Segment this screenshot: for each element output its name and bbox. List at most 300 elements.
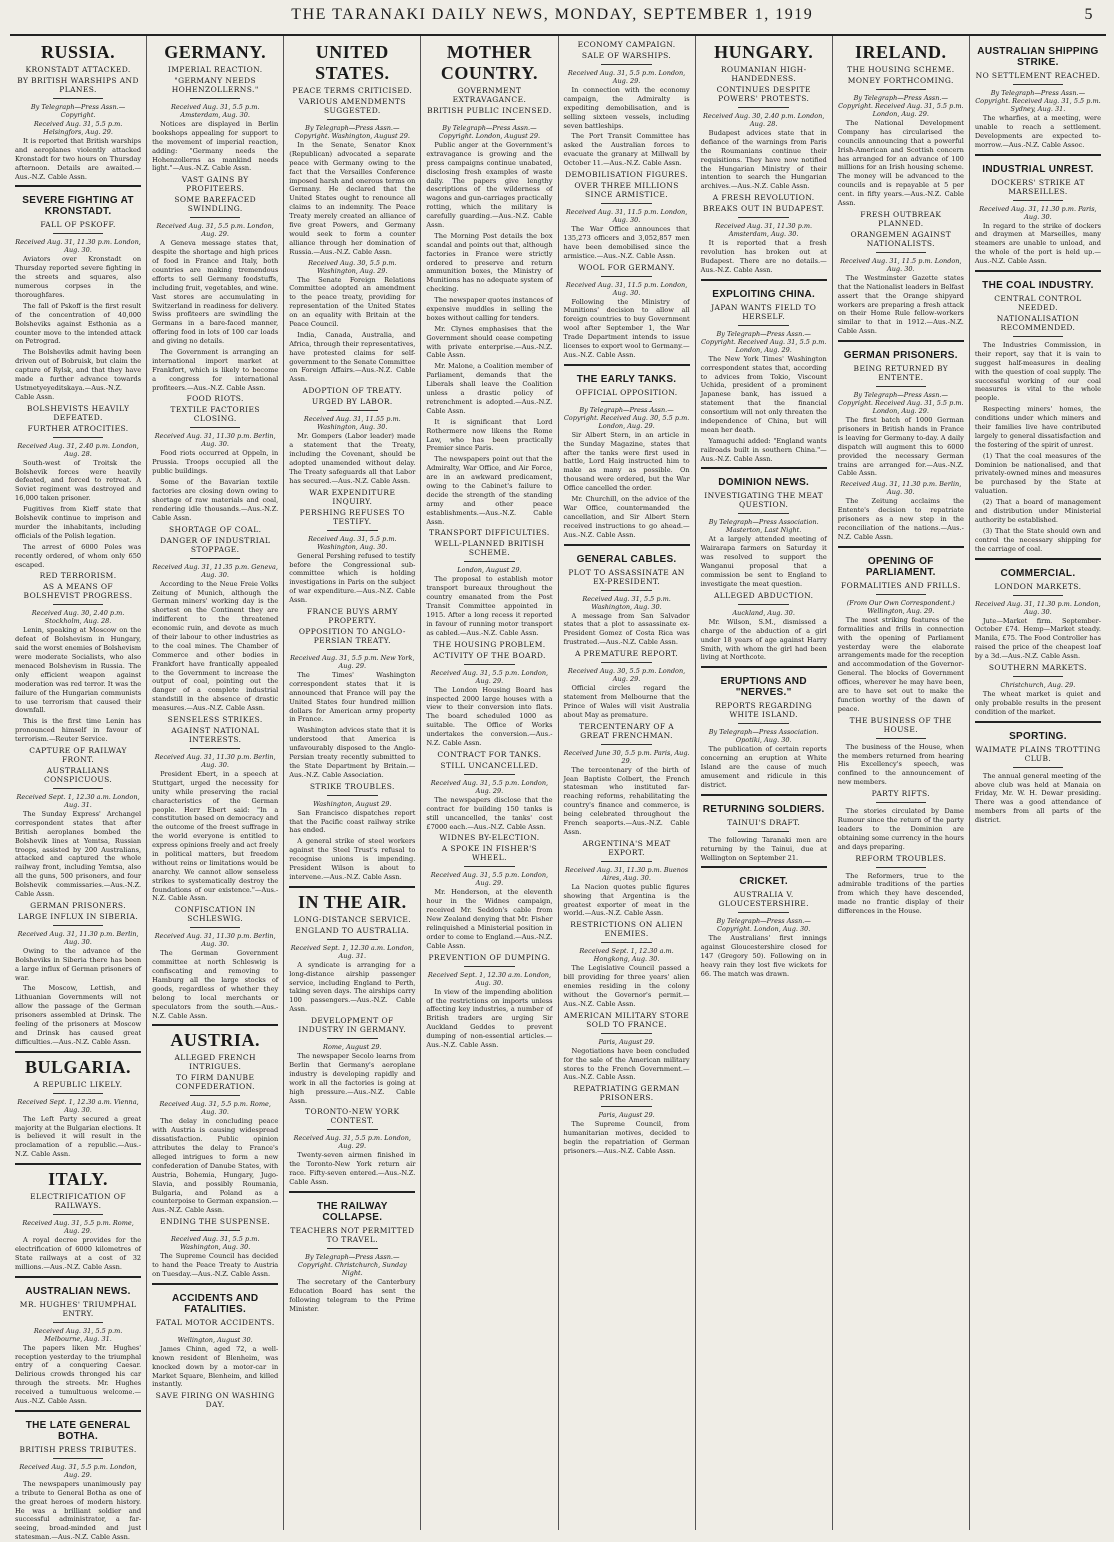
article-headline: THE RAILWAY COLLAPSE. — [316, 1201, 388, 1224]
short-rule — [738, 604, 788, 605]
dateline: Wellington, August 30. — [177, 1335, 253, 1344]
short-rule — [738, 912, 788, 913]
short-rule — [190, 1331, 240, 1332]
short-rule — [601, 861, 651, 862]
short-rule — [738, 217, 788, 218]
dateline: (From Our Own Correspondent.) Wellington, Aug. 29. — [846, 598, 955, 615]
article-paragraph: The delay in concluding peace with Austria is causing widespread dissatisfaction. Public opinion attributes the delay to France's alleged intrigues to form a new confederation of Danube States, with Austria, Bohemia, Hungary, Jugo-Slavia, and possibly Roumania, Bulgaria, and Poland as a counterpoise to German expansion.—Aus.-N.Z. Cable Assn. — [152, 1117, 279, 1215]
dateline: Auckland, Aug. 30. — [732, 608, 795, 617]
subheading: A PREMATURE REPORT. — [574, 649, 679, 659]
short-rule — [601, 203, 651, 204]
subheading: ELECTRIFICATION OF RAILWAYS. — [30, 1192, 126, 1211]
subheading: FRANCE BUYS ARMY PROPERTY. — [306, 606, 398, 625]
article-paragraph: A message from San Salvador states that a plot to assassinate ex-President Gomez of Costa Rica was frustrated.—Aus.-N.Z. Cable Assn. — [563, 611, 690, 647]
section-divider — [564, 544, 690, 546]
subheading: WELL-PLANNED BRITISH SCHEME. — [434, 539, 545, 558]
section-heading: HUNGARY. — [714, 42, 814, 62]
section-heading: GERMANY. — [164, 42, 267, 62]
short-rule — [327, 795, 377, 796]
article-paragraph: It is reported that a fresh revolution has broken out at Budapest. There are no details.—Aus.-N.Z. Cable Assn. — [700, 239, 827, 274]
short-rule — [190, 1230, 240, 1231]
dateline: By Telegraph—Press Assn.—Copyright. London, Aug. 30. — [716, 917, 811, 934]
dateline: Received Aug. 31, 5.5 p.m. London, Aug. 29. — [430, 668, 549, 685]
short-rule — [53, 1458, 103, 1459]
short-rule — [327, 649, 377, 650]
subheading: PEACE TERMS CRITICISED. — [292, 86, 413, 95]
dateline: Received Aug. 31, 11.30 p.m. Amsterdam, Aug. 30. — [715, 222, 813, 239]
short-rule — [190, 558, 240, 559]
short-rule — [190, 748, 240, 749]
article-paragraph: Public anger at the Government's extravagance is growing and the press campaigns continue unabated, disclosing fresh examples of waste daily. The papers give lengthy descriptions of the wilderness of wagons and gun-carriages practically rotting, which the military is carefully guarding.—Aus.-N.Z. Cable Assn. — [426, 141, 553, 230]
article-paragraph: Mr. Clynes emphasises that the Government should cease competing with private enterprise.—Aus.-N.Z. Cable Assn. — [426, 324, 553, 360]
dateline: By Telegraph—Press Assn.—Copyright. London, August 29. — [438, 124, 541, 140]
short-rule — [53, 233, 103, 234]
short-rule — [327, 939, 377, 940]
column-2 — [147, 36, 284, 1530]
short-rule — [876, 738, 926, 739]
short-rule — [738, 831, 788, 832]
section-divider — [564, 364, 690, 366]
short-rule — [464, 664, 514, 665]
article-paragraph: Yamaguchi added: "England wants railroads built in southern China."—Aus.-N.Z. Cable Assn. — [700, 436, 827, 463]
subheading: FRESH OUTBREAK PLANNED. — [860, 209, 942, 228]
article-headline: COMMERCIAL. — [1000, 567, 1076, 579]
article-paragraph: The Supreme Council has decided to hand the Peace Treaty to Austria on Tuesday.—Aus.-N.Z. Cable Assn. — [152, 1252, 279, 1279]
article-paragraph: The newspapers point out that the Admiralty, War Office, and Air Force, are in an awkward predicament, owing to the Cabinet's failure to decide the strength of the standing army and other peace establishments.—Aus.-N.Z. Cable Assn. — [426, 455, 553, 526]
article-paragraph: A royal decree provides for the electrification of 6000 kilometres of State railways at a cost of 32 millions.—Aus.-N.Z. Cable Assn. — [15, 1236, 142, 1271]
subheading: GOVERNMENT EXTRAVAGANCE. — [452, 86, 527, 104]
article-paragraph: (2) That a board of management and distribution under Ministerial authority be established. — [974, 498, 1101, 524]
dateline: Received Aug. 31, 11.30 p.m. Buenos Aires, Aug. 30. — [565, 865, 689, 882]
subheading: AGAINST NATIONAL INTERESTS. — [171, 725, 260, 744]
article-paragraph: San Francisco dispatches report that the Pacific coast railway strike has ended. — [289, 808, 416, 835]
article-paragraph: The Westminster Gazette states that the Nationalist leaders in Belfast assert that the Orange shipyard workers are preparing a fresh attack on their Home Rule fellow-workers similar to that in 1912.—Aus.-N.Z. Cable Assn. — [837, 273, 964, 336]
article-paragraph: Sir Albert Stern, in an article in the Sunday Magazine, states that after the tanks were first used in battle, Lord Haig instructed him to make as many as possible. On thousand were ordered, but the War Office cancelled the order. — [563, 430, 690, 493]
article-paragraph: The fall of Pskoff is the first result of the concentration of 40,000 Bolsheviks against Esthonia as a counter move to the intended attack on Petrograd. — [15, 301, 142, 346]
dateline: Received Aug. 31, 5.5 p.m. Melbourne, Aug. 31. — [33, 1326, 123, 1343]
short-rule — [53, 1214, 103, 1215]
subheading: OVER THREE MILLIONS SINCE ARMISTICE. — [574, 181, 679, 200]
subheading: TEXTILE FACTORIES CLOSING. — [170, 405, 260, 424]
article-headline: DOMINION NEWS. — [718, 477, 810, 489]
article-paragraph: The Sunday Express' Archangel correspondent states that after British aeroplanes bombed the Bolshevik lines at Yemtsa, Russian troops, assisted by 200 Australians, attacked and captured the whole railway front, including Yemtsa, also all the guns, 500 prisoners, and four Bolshevik commissaries.—Aus.-N.Z. Cable Assn. — [15, 809, 142, 898]
short-rule — [738, 107, 788, 108]
short-rule — [1013, 336, 1063, 337]
column-3 — [284, 36, 421, 1530]
article-paragraph: The Industries Commission, in their report, say that it is vain to suggest half-measures in dealing with the question of coal supply. The successful working of our coal measures is vital to the whole people. — [974, 341, 1101, 403]
dateline: Received Aug. 31, 5.5 p.m. London, Aug. 29. — [567, 69, 686, 85]
article-paragraph: Respecting miners' homes, the conditions under which miners and their families live have contributed largely to general dissatisfaction and the fostering of the spirit of unrest. — [974, 405, 1101, 449]
dateline: Received Aug. 31, 2.40 p.m. London, Aug. 28. — [17, 441, 139, 458]
dateline: Received Aug. 31, 11.30 p.m. Berlin, Aug. 30. — [17, 929, 139, 946]
subheading: FORMALITIES AND FRILLS. — [841, 580, 961, 590]
subheading: A FRESH REVOLUTION. — [712, 193, 815, 203]
section-divider — [838, 546, 964, 548]
short-rule — [53, 437, 103, 438]
subheading: DEVELOPMENT OF INDUSTRY IN GERMANY. — [298, 1016, 407, 1035]
subheading: "GERMANY NEEDS HOHENZOLLERNS." — [171, 76, 259, 94]
column-7 — [833, 36, 970, 1530]
section-divider — [15, 185, 141, 187]
column-6 — [696, 36, 833, 1530]
dateline: Received Aug. 30, 5.5 p.m. Washington, Aug. 29. — [308, 258, 397, 275]
short-rule — [327, 530, 377, 531]
article-paragraph: Mr. Henderson, at the eleventh hour in the Widnes campaign, received Mr. Seddon's cable from New Zealand denying that Mr. Fisher relinquished a Ministerial position in order to come to England.—Aus.-N.Z. Cable Assn. — [426, 888, 553, 950]
section-heading: AUSTRIA. — [170, 1030, 260, 1051]
article-paragraph: The annual general meeting of the above club was held at Manaia on Friday, Mr. W. H. Dewar presiding. There was a good attendance of members from all parts of the district. — [974, 771, 1101, 825]
subheading: BY BRITISH WARSHIPS AND PLANES. — [17, 76, 139, 94]
article-paragraph: (3) That the State should own and control the necessary shipping for the carriage of coal. — [974, 526, 1101, 553]
subheading: CONTINUES DESPITE POWERS' PROTESTS. — [716, 85, 811, 103]
subheading: ALLEGED ABDUCTION. — [713, 590, 814, 600]
article-paragraph: The Left Party secured a great majority at the Bulgarian elections. It is believed it will result in the proclamation of a republic.—Aus.-N.Z. Cable Assn. — [15, 1114, 142, 1159]
subheading: MR. HUGHES' TRIUMPHAL ENTRY. — [19, 1299, 137, 1318]
dateline: Received Sept. 1, 12.30 a.m. Vienna, Aug. 30. — [17, 1097, 139, 1114]
dateline: Received Aug. 31, 11.30 p.m. Berlin, Aug. 30. — [154, 432, 276, 449]
section-divider — [975, 721, 1101, 723]
short-rule — [601, 401, 651, 402]
article-paragraph: It is reported that British warships and aeroplanes violently attacked Kronstadt for two hours on Thursday afternoon. Details are awaited.—Aus.-N.Z. Cable Assn. — [15, 137, 142, 181]
article-headline: EXPLOITING CHINA. — [712, 288, 816, 300]
short-rule — [464, 774, 514, 775]
short-rule — [876, 252, 926, 253]
article-paragraph: The National Development Company has circularised the councils announcing that a powerful Irish-American and Scottish concern has arranged for an advance of 100 millions for an Irish housing scheme. The money will be advanced to the councils and is repayable at 5 per cent. in fifty years.—Aus.-N.Z. Cable Assn. — [837, 119, 964, 208]
subheading: STILL UNCANCELLED. — [440, 760, 539, 770]
section-divider — [152, 1283, 278, 1285]
subheading: INVESTIGATING THE MEAT QUESTION. — [704, 491, 824, 510]
dateline: Received Aug. 30, 2.40 p.m. Stockholm, Aug. 28. — [31, 609, 125, 626]
short-rule — [53, 925, 103, 926]
article-paragraph: Mr. Wilson, S.M., dismissed a charge of the abduction of a girl under 18 years of age against Harry Smith, with whom the girl had been living at Northcote. — [700, 617, 827, 662]
article-paragraph: In connection with the economy campaign, the Admiralty is expediting demobilisation, and is selling sixteen vessels, including seven battleships. — [563, 86, 690, 130]
article-paragraph: This is the first time Lenin has pronounced himself in favour of terrorism.—Reuter Service. — [15, 717, 142, 744]
subheading: TRANSPORT DIFFICULTIES. — [429, 528, 550, 538]
subheading: CENTRAL CONTROL NEEDED. — [994, 294, 1082, 313]
dateline: Received June 30, 5.5 p.m. Paris, Aug. 29. — [563, 748, 690, 765]
subheading: TO FIRM DANUBE CONFEDERATION. — [175, 1073, 255, 1092]
subheading: OFFICIAL OPPOSITION. — [575, 387, 678, 397]
dateline: By Telegraph—Press Assn.—Copyright. Received Aug. 31, 5.5 p.m. Sydney, Aug. 31. — [975, 89, 1101, 113]
subheading: FURTHER ATROCITIES. — [27, 423, 129, 433]
section-heading: ITALY. — [48, 1169, 108, 1190]
subheading: SOME BAREFACED SWINDLING. — [174, 195, 257, 214]
subheading: LONDON MARKETS. — [994, 581, 1082, 591]
dateline: Received Aug. 31, 11.30 p.m. Berlin, Aug. 30. — [154, 932, 276, 949]
subheading: A REPUBLIC LIKELY. — [33, 1079, 123, 1089]
short-rule — [738, 325, 788, 326]
article-paragraph: The New York Times' Washington correspondent states that, according to advices from Tokio, Viscount Uchida, president of a prominent Japanese bank, has issued a statement that the financial consortium will not only threaten the independence of China, but will mean her death. — [700, 354, 827, 434]
article-paragraph: The business of the House, when the members returned from hearing His Excellency's speech, was confined to the announcement of new members. — [837, 742, 964, 787]
short-rule — [327, 1248, 377, 1249]
subheading: OPPOSITION TO ANGLO-PERSIAN TREATY. — [298, 626, 406, 645]
article-paragraph: The newspapers disclose that the contract for building 150 tanks is still uncancelled, the tanks' cost £7000 each.—Aus.-N.Z. Cable Assn. — [426, 795, 553, 831]
short-rule — [190, 98, 240, 99]
article-paragraph: The secretary of the Canterbury Education Board has sent the following telegram to the Prime Minister. — [289, 1278, 416, 1313]
masthead-title: THE TARANAKI DAILY NEWS, MONDAY, SEPTEMBER 1, 1919 — [291, 6, 814, 23]
section-divider — [15, 1410, 141, 1412]
article-paragraph: The Supreme Council, from humanitarian motives, decided to begin the repatriation of German prisoners.—Aus.-N.Z. Cable Assn. — [563, 1120, 690, 1155]
dateline: Received Aug. 31, 11.30 p.m. Berlin, Aug. 30. — [840, 480, 962, 497]
article-paragraph: The Legislative Council passed a bill providing for three years' alien enemies residing in the colony without the Governor's permit.—Aus.-N.Z. Cable Assn. — [563, 964, 690, 1008]
article-headline: RETURNING SOLDIERS. — [702, 803, 825, 815]
dateline: Received Aug. 31, 5.5 p.m. London, Aug. 29. — [293, 1134, 411, 1151]
subheading: SAVE FIRING ON WASHING DAY. — [155, 1391, 275, 1410]
short-rule — [601, 662, 651, 663]
subheading: ENGLAND TO AUSTRALIA. — [295, 925, 410, 935]
dateline: Received Aug. 31, 11.30 p.m. London, Aug. 30. — [15, 238, 141, 255]
article-paragraph: General Pershing refused to testify before the Congressional sub-committee which is holding investigations in Paris on the subject of war expenditure.—Aus.-N.Z. Cable Assn. — [289, 551, 416, 605]
dateline: By Telegraph—Press Assn.—Copyright. Received Aug. 31, 5.5 p.m. London, Aug. 29. — [838, 94, 964, 118]
dateline: Received Aug. 31, 5.5 p.m. Rome, Aug. 30. — [159, 1100, 271, 1117]
subheading: SOUTHERN MARKETS. — [988, 662, 1087, 672]
subheading: ALLEGED FRENCH INTRIGUES. — [174, 1053, 256, 1072]
subheading: ROUMANIAN HIGH-HANDEDNESS. — [720, 65, 807, 83]
short-rule — [1013, 676, 1063, 677]
article-paragraph: South-west of Troitsk the Bolshevik forces were heavily defeated, and forced to retreat. A Soviet regiment was destroyed and 16,000 taken prisoner. — [15, 458, 142, 503]
article-headline: ERUPTIONS AND "NERVES." — [720, 676, 807, 699]
article-headline: SPORTING. — [1009, 730, 1067, 742]
short-rule — [601, 744, 651, 745]
section-divider — [289, 886, 415, 888]
short-rule — [464, 966, 514, 967]
dateline: By Telegraph—Press Assn.—Copyright. Received Aug. 30, 5.5 p.m. London, Aug. 29. — [563, 405, 690, 430]
subheading: VAST GAINS BY PROFITEERS. — [181, 175, 249, 194]
subheading: KRONSTADT ATTACKED. — [25, 65, 131, 74]
article-paragraph: Aviators over Kronstadt on Thursday reported severe fighting in the streets and squares, also numerous corpses in the thoroughfares. — [15, 255, 142, 300]
article-paragraph: Official circles regard the statement from Melbourne that the Prince of Wales will visit Australia about May as premature. — [563, 684, 690, 719]
subheading: NO SETTLEMENT REACHED. — [975, 71, 1101, 80]
subheading: WAIMATE PLAINS TROTTING CLUB. — [975, 744, 1101, 763]
dateline: Received Sept. 1, 12.30 a.m. London, Aug. 31. — [16, 792, 140, 809]
short-rule — [601, 276, 651, 277]
article-paragraph: Negotiations have been concluded for the sale of the American military stores to the French Government.—Aus.-N.Z. Cable Assn. — [563, 1046, 690, 1082]
page-number: 5 — [1084, 6, 1094, 23]
article-paragraph: James Chinn, aged 72, a well-known resident of Blenheim, was knocked down by a motor-car in Market Square, Blenheim, and killed instantly. — [152, 1344, 279, 1389]
short-rule — [53, 1093, 103, 1094]
article-paragraph: In the Senate, Senator Knox (Republican) advocated a separate peace with Germany owing to the fact that the Versailles Conference imposed harsh and onerous terms on Germany. He declared that the United States ought to renounce all claims to an indemnity. The Peace Treaty merely created an alliance of five great Powers, and Germany would seek to form a counter alliance through her domination of Russia.—Aus.-N.Z. Cable Assn. — [289, 141, 416, 256]
article-paragraph: The Government is arranging an international import market at Frankfort, which is likely to become a congress for international profiteers.—Aus.-N.Z. Cable Assn. — [152, 348, 279, 392]
column-1 — [10, 36, 147, 1542]
short-rule — [876, 802, 926, 803]
dateline: Received Aug. 31, 5.5 p.m. Washington, Aug. 30. — [582, 594, 671, 611]
section-divider — [975, 154, 1101, 156]
dateline: By Telegraph—Press Association. Opotiki, Aug. 30. — [708, 728, 819, 745]
article-paragraph: President Ebert, in a speech at Stuttgart, urged the necessity for unity while preserving the racial characteristics of the German people. Herr Ebert said: "In a constitution based on democracy and the outcome of the freest suffrage in the world everyone is entitled to express opinions freely and act freely in political matters, but freedom without reins or limitations would be anarchy. We cannot allow senseless strikes to systematically destroy the foundations of our existence."—Aus.-N.Z. Cable Assn. — [152, 769, 279, 903]
dateline: Received Aug. 31, 11.30 p.m. Berlin, Aug. 30. — [154, 752, 276, 769]
dateline: Received Aug. 31, 11.5 p.m. London, Aug. 30. — [565, 208, 688, 225]
dateline: Received Aug. 31, 5.5 p.m. London, Aug. 29. — [156, 222, 274, 239]
article-paragraph: Budapest advices state that in defiance of the warnings from Paris the Roumanians continue their requisitions. They have now notified the Hungarian Ministry of their intention to search the Hungarian archives.—Aus.-N.Z. Cable Assn. — [700, 129, 827, 191]
short-rule — [327, 1129, 377, 1130]
subheading: THE BUSINESS OF THE HOUSE. — [849, 715, 952, 734]
article-headline: THE LATE GENERAL BOTHA. — [25, 1419, 131, 1442]
dateline: Received Aug. 31, 5.5 p.m. London, Aug. 29. — [430, 871, 549, 888]
article-paragraph: Mr. Churchill, on the advice of the War Office, countermanded the cancellation, and Sir Albert Stern received instructions to go ahead.—Aus.-N.Z. Cable Assn. — [563, 495, 690, 539]
article-paragraph: The Australians' first innings against Gloucestershire closed for 147 (Gregory 50). Following on in heavy rain they lost five wickets for 66. The match was drawn. — [700, 934, 827, 978]
subheading: ORANGEMEN AGAINST NATIONALISTS. — [850, 229, 952, 248]
dateline: Received Aug. 31, 11.35 p.m. Geneva, Aug. 30. — [152, 562, 278, 579]
subheading: MONEY FORTHCOMING. — [847, 76, 954, 85]
dateline: Received Aug. 31, 5.5 p.m. Washington, Aug. 30. — [170, 1235, 260, 1252]
dateline: Received Aug. 31, 11.5 p.m. London, Aug. 30. — [840, 256, 962, 273]
dateline: Received Sept. 1, 12.30 a.m. London, Aug. 30. — [427, 970, 552, 987]
subheading: RED TERRORISM. — [39, 571, 117, 581]
section-divider — [701, 467, 827, 469]
article-headline: INDUSTRIAL UNREST. — [982, 163, 1094, 175]
section-heading: IN THE AIR. — [297, 891, 407, 912]
article-paragraph: In view of the impending abolition of the restrictions on imports unless affecting key industries, a number of British traders are urging Sir Auckland Geddes to prevent dumping of non-essential articles.—Aus.-N.Z. Cable Assn. — [426, 987, 553, 1050]
article-paragraph: (1) That the coal measures of the Dominion be nationalised, and that privately-owned mines and measures be purchased by the State at valuation. — [974, 451, 1101, 496]
article-paragraph: Lenin, speaking at Moscow on the defeat of Bolshevism in Hungary, said the worst enemies of Bolshevism were moderate Socialists, who also menaced Bolshevism in Russia. The only efficient weapon against moderation was red terror. It was the failure of the Hungarian communists to use terrorism that caused their downfall. — [15, 626, 142, 715]
article-paragraph: The newspaper Secolo learns from Berlin that Germany's aeroplane industry is developing rapidly and work in all the factories is going at high pressure.—Aus.-N.Z. Cable Assn. — [289, 1052, 416, 1105]
subheading: JAPAN WANTS FIELD TO HERSELF. — [711, 302, 817, 321]
subheading: NATIONALISATION RECOMMENDED. — [996, 314, 1080, 333]
article-paragraph: It is significant that Lord Rothermere now likens the Rome Law, who has been practically Premier since Paris. — [426, 417, 553, 453]
article-paragraph: Notices are displayed in Berlin bookshops appealing for support to the movement of imperial reaction, adding: "Germany needs the Hohenzollerns as mankind needs light."—Aus.-N.Z. Cable Assn. — [152, 120, 279, 173]
article-paragraph: The Bolsheviks admit having been driven out of Bobruisk, but claim the capture of Rylsk, and that they have made a further advance towards Ustmetyeyeditskaya.—Aus.-N.Z. Cable Assn. — [15, 348, 142, 401]
article-paragraph: The Senate Foreign Relations Committee adopted an amendment to the peace treaty, providing for representation of the United States on an equality with Britain at the Peace Council. — [289, 275, 416, 329]
dateline: Received Aug. 31, 11.30 p.m. Paris, Aug. 30. — [979, 204, 1097, 221]
section-divider — [701, 666, 827, 668]
dateline: Christchurch, Aug. 29. — [1000, 680, 1076, 689]
subheading: PREVENTION OF DUMPING. — [428, 952, 551, 962]
section-heading: UNITED STATES. — [315, 42, 390, 83]
short-rule — [53, 98, 103, 99]
article-headline: THE COAL INDUSTRY. — [982, 280, 1094, 292]
subheading: SENSELESS STRIKES. — [167, 714, 263, 724]
short-rule — [327, 1038, 377, 1039]
short-rule — [190, 1095, 240, 1096]
subheading: CONFISCATION IN SCHLESWIG. — [174, 905, 256, 924]
short-rule — [1013, 767, 1063, 768]
subheading: PARTY RIFTS. — [871, 789, 931, 799]
article-paragraph: The newspapers unanimously pay a tribute to General Botha as one of the great heroes of modern history. He was a brilliant soldier and successful administrator, a far-seeing, broad-minded and just statesman.—Aus.-N.Z. Cable Assn. — [15, 1479, 142, 1542]
dateline: Received Aug. 31, 5.5 p.m. London, Aug. 29. — [19, 1462, 137, 1479]
dateline: Received Aug. 31, 5.5 p.m. New York, Aug. 29. — [290, 653, 415, 670]
dateline: Received Sept. 1, 12.30 a.m. Hongkong, Aug. 30. — [579, 947, 674, 964]
short-rule — [53, 1322, 103, 1323]
article-headline: SEVERE FIGHTING AT KRONSTADT. — [22, 195, 134, 218]
article-paragraph: The wheat market is quiet and only probable results in the present condition of the market. — [974, 689, 1101, 716]
subheading: SALE OF WARSHIPS. — [581, 51, 672, 60]
section-divider — [289, 1191, 415, 1193]
subheading: BEING RETURNED BY ENTENTE. — [853, 364, 949, 383]
dateline: Received Aug. 31, 11.55 p.m. Washington, Aug. 30. — [303, 415, 401, 432]
subheading: TERCENTENARY OF A GREAT FRENCHMAN. — [579, 721, 675, 740]
subheading: A SPOKE IN FISHER'S WHEEL. — [441, 844, 538, 863]
subheading: WAR EXPENDITURE INQUIRY. — [309, 487, 396, 506]
subheading: AUSTRALIANS CONSPICUOUS. — [43, 765, 113, 784]
subheading: DOCKERS' STRIKE AT MARSEILLES. — [991, 177, 1085, 196]
short-rule — [464, 866, 514, 867]
subheading: GERMAN PRISONERS. — [30, 900, 126, 910]
short-rule — [601, 1106, 651, 1107]
section-heading: RUSSIA. — [41, 42, 116, 62]
short-rule — [601, 64, 651, 65]
short-rule — [464, 119, 514, 120]
article-paragraph: The Zeitung acclaims the Entente's decision to repatriate prisoners as a new step in the reconciliation of the nations.—Aus.-N.Z. Cable Assn. — [837, 497, 964, 541]
subheading: CAPTURE OF RAILWAY FRONT. — [29, 745, 127, 764]
article-paragraph: The Reformers, true to the admirable traditions of the parties from which they have descended, made no frantic display of their differences in the House. — [837, 871, 964, 916]
dateline: Received Aug. 31, 5.5 p.m. Helsingfors, Aug. 29. — [33, 120, 123, 136]
subheading: FOOD RIOTS. — [186, 394, 244, 404]
article-headline: AUSTRALIAN NEWS. — [25, 1285, 131, 1297]
article-paragraph: Some of the Bavarian textile factories are closing down owing to shortage of raw materials and coal, rendering idle thousands.—Aus.-N.Z. Cable Assn. — [152, 478, 279, 522]
subheading: WIDNES BY-ELECTION. — [439, 833, 540, 843]
short-rule — [876, 386, 926, 387]
article-paragraph: India, Canada, Australia, and Africa, through their representatives, have protested claims for self-government to the Senate Committee on Foreign Affairs.—Aus.-N.Z. Cable Assn. — [289, 330, 416, 384]
article-paragraph: Twenty-seven airmen finished in the Toronto-New York return air race. Fifty-seven entered.—Aus.-N.Z. Cable Assn. — [289, 1151, 416, 1187]
article-paragraph: Mr. Gompers (Labor leader) made a statement that the Treaty, including the Covenant, should be adopted unamended without delay. The Treaty safeguards all that Labor has secured.—Aus.-N.Z. Cable Assn. — [289, 432, 416, 485]
short-rule — [1013, 200, 1063, 201]
article-paragraph: Washington advices state that it is understood that America is unfavourably disposed to the Anglo-Persian treaty recently submitted to the State Department by Britain.—Aus.-N.Z. Cable Association. — [289, 726, 416, 779]
article-paragraph: In regard to the strike of dockers and draymen at Marseilles, many steamers are unable to unload, and the whole of the port is held up.—Aus.-N.Z. Cable Assn. — [974, 221, 1101, 266]
short-rule — [738, 513, 788, 514]
section-divider — [701, 279, 827, 281]
article-paragraph: Jute—Market firm. September-October £74. Hemp—Market steady. Manila, £75. The Food Controller has raised the price of the cheapest loaf by a 3d.—Aus.-N.Z. Cable Assn. — [974, 616, 1101, 661]
short-rule — [601, 1033, 651, 1034]
dateline: Received Aug. 31, 11.5 p.m. London, Aug. 30. — [565, 280, 688, 297]
dateline: London, August 29. — [457, 566, 522, 575]
article-paragraph: Food riots occurred at Oppeln, in Prussia. Troops occupied all the public buildings. — [152, 449, 279, 476]
section-divider — [15, 1276, 141, 1278]
short-rule — [327, 119, 377, 120]
subheading: URGED BY LABOR. — [311, 397, 393, 407]
subheading: RESTRICTIONS ON ALIEN ENEMIES. — [570, 920, 683, 939]
subheading: CONTRACT FOR TANKS. — [437, 749, 542, 759]
short-rule — [327, 410, 377, 411]
subheading: TORONTO-NEW YORK CONTEST. — [305, 1107, 400, 1126]
subheading: ADOPTION OF TREATY. — [302, 386, 403, 396]
dateline: Washington, August 29. — [313, 799, 392, 808]
section-divider — [701, 866, 827, 868]
short-rule — [190, 927, 240, 928]
subheading: SHORTAGE OF COAL. — [168, 524, 262, 534]
article-paragraph: The Times' Washington correspondent states that it is announced that France will pay the United States four hundred million dollars for American army property in France. — [289, 670, 416, 724]
article-headline: CRICKET. — [739, 876, 788, 888]
article-headline: OPENING OF PARLIAMENT. — [865, 555, 936, 578]
section-divider — [152, 1024, 278, 1026]
article-paragraph: The papers liken Mr. Hughes' reception yesterday to the triumphal entry of a conquering Caesar. Delirious crowds thronged his car through the streets. Mr. Hughes received a tumultuous welcome.—Aus.-N.Z. Cable Assn. — [15, 1343, 142, 1406]
dateline: By Telegraph—Press Assn.—Copyright. Christchurch, Sunday Night. — [297, 1253, 407, 1278]
article-headline: GENERAL CABLES. — [576, 553, 677, 565]
subheading: FALL OF PSKOFF. — [40, 220, 116, 230]
dateline: Received Aug. 30, 5.5 p.m. London, Aug. 29. — [567, 667, 686, 684]
dateline: Received Aug. 31, 5.5 p.m. London, Aug. 29. — [430, 778, 549, 795]
dateline: Received Aug. 31, 5.5 p.m. Washington, Aug. 30. — [308, 534, 397, 551]
article-paragraph: The proposal to establish motor transport bureaux throughout the country emanated from the Post Transit Committee appointed in 1915. After a long recess it reported in favour of running motor transport as cabled.—Aus.-N.Z. Cable Assn. — [426, 575, 553, 637]
short-rule — [53, 604, 103, 605]
section-heading: BULGARIA. — [25, 1056, 132, 1077]
subheading: DANGER OF INDUSTRIAL STOPPAGE. — [160, 535, 271, 554]
dateline: Received Aug. 31, 5.5 p.m. Amsterdam, Aug. 30. — [170, 103, 260, 119]
dateline: Paris, August 29. — [598, 1037, 655, 1046]
subheading: BREAKS OUT IN BUDAPEST. — [703, 204, 825, 214]
dateline: By Telegraph—Press Assn.—Copyright. Received Aug. 31, 5.5 p.m. London, Aug. 29. — [838, 391, 964, 416]
subheading: AS A MEANS OF BOLSHEVIST PROGRESS. — [23, 582, 133, 601]
short-rule — [601, 942, 651, 943]
dateline: Received Aug. 30, 2.40 p.m. London, Aug. 28. — [702, 112, 825, 128]
article-headline: GERMAN PRISONERS. — [843, 350, 958, 362]
section-heading: MOTHER COUNTRY. — [440, 42, 539, 83]
column-5 — [559, 36, 696, 1530]
article-paragraph: The newspaper quotes instances of expensive muddles in selling the boxes without calling for tenders. — [426, 296, 553, 322]
subheading: PLOT TO ASSASSINATE AN EX-PRESIDENT. — [568, 567, 685, 586]
article-paragraph: The arrest of 6000 Poles was recently ordered, of whom only 650 escaped. — [15, 542, 142, 569]
article-paragraph: At a largely attended meeting of Wairarapa farmers on Saturday it was resolved to support the Wanganui proposal that a commission be sent to England to investigate the meat question. — [700, 535, 827, 588]
short-rule — [876, 89, 926, 90]
section-divider — [15, 1051, 141, 1053]
